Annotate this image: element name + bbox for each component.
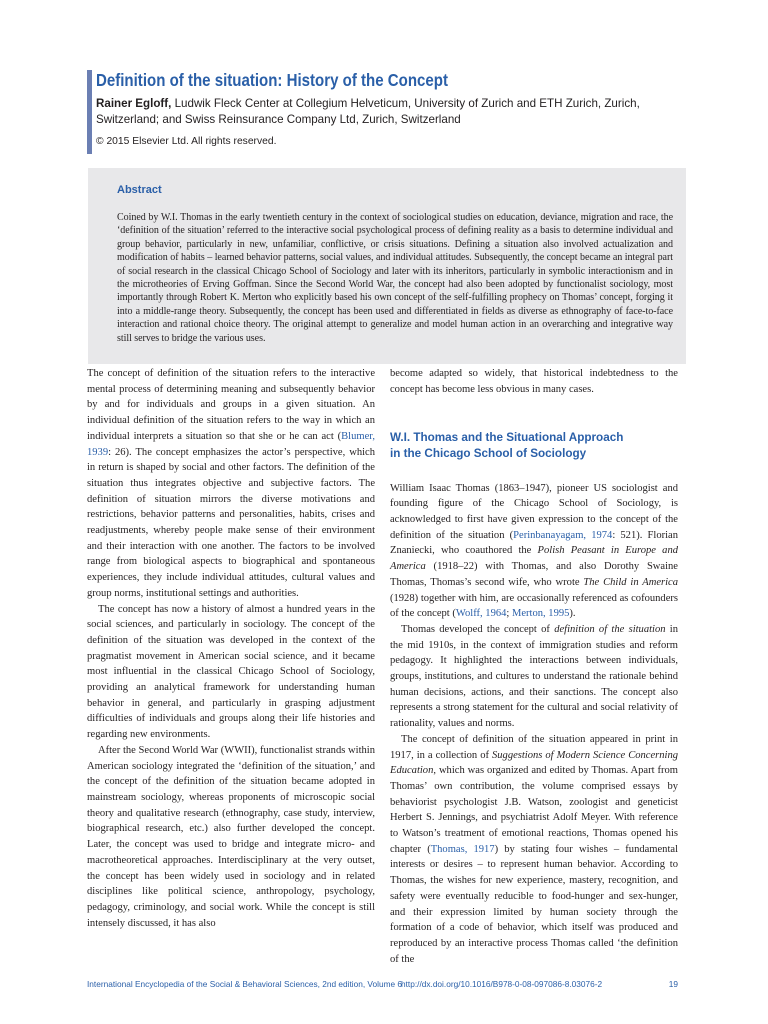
article-title: Definition of the situation: History of the Concept bbox=[96, 70, 448, 90]
section-heading bbox=[390, 430, 678, 461]
paragraph-5 bbox=[390, 622, 678, 732]
book-title: The Child in America bbox=[583, 576, 678, 588]
abstract-heading: Abstract bbox=[117, 184, 162, 196]
paragraph-continued: become adapted so widely, that historical indebtedness to the concept has become less obvious in many cases. bbox=[390, 368, 678, 395]
left-column bbox=[87, 366, 375, 931]
emphasis: definition of the situation bbox=[554, 623, 666, 635]
paragraph-1 bbox=[87, 366, 375, 602]
citation-link[interactable]: Blumer, 1939 bbox=[87, 430, 375, 458]
page-number: 19 bbox=[668, 979, 678, 989]
citation-link[interactable]: Merton, 1995 bbox=[511, 608, 570, 620]
author-name: Rainer Egloff, bbox=[96, 97, 172, 110]
text-run: (1928) together with him, are occasionally referenced as cofounders of the concept ( bbox=[390, 592, 678, 620]
footer-doi-link[interactable]: http://dx.doi.org/10.1016/B978-0-08-097086-8.03076-2 bbox=[401, 979, 603, 989]
citation-link[interactable]: Perinbanayagam, 1974 bbox=[513, 529, 613, 541]
right-column bbox=[390, 366, 678, 967]
footer-source: International Encyclopedia of the Social & Behavioral Sciences, 2nd edition, Volume 6 bbox=[87, 979, 403, 989]
paragraph-4 bbox=[390, 481, 678, 622]
paragraph-6 bbox=[390, 732, 678, 968]
citation-link[interactable]: Thomas, 1917 bbox=[430, 843, 495, 855]
text-run: in the mid 1910s, in the context of immigration studies and reform pedagogy. It highlighted the interactions between individuals, groups, institutions, and cultures to understand the rationale behind human decisions, actions, and their sanctions. The concept also represents a strong statement for the cultural and social relativity of rationality, values and norms. bbox=[390, 623, 679, 730]
author-line bbox=[96, 96, 688, 127]
citation-link[interactable]: Wolff, 1964 bbox=[455, 608, 507, 620]
copyright-notice: © 2015 Elsevier Ltd. All rights reserved. bbox=[96, 136, 277, 148]
text-run: : 521). Florian Znaniecki, who coauthored the bbox=[390, 529, 678, 557]
paragraph-2: The concept has now a history of almost a hundred years in the social sciences, and particularly in sociology. The concept of the definition of the situation was developed in the context of the pragmatist movement in American social science, and it became most influential in the classical Chicago School of Sociology, providing an analytical framework for understanding human behavior in general, and particularly in grasping adjustment difficulties of individuals and groups along their life histories and regarding new environments. bbox=[87, 603, 375, 741]
title-accent-bar bbox=[87, 70, 92, 154]
text-run: Thomas developed the concept of bbox=[401, 623, 555, 635]
text-run: ) by stating four wishes – fundamental interests or desires – to represent human behavior. According to Thomas, the wishes for new experience, mastery, recognition, and safety were eventually reducible to food-hunger and sex-hunger, and their expression limited by human society through the formation of a code of behavior, which itself was produced and reproduced by an interactive process Thomas called ‘the definition of the bbox=[390, 843, 678, 965]
text-run: (1918–22) with Thomas, and also Dorothy Swaine Thomas, Thomas’s second wife, who wrote bbox=[390, 561, 678, 588]
paragraph-3: After the Second World War (WWII), functionalist strands within American sociology integrated the ‘definition of the situation,’ and the concept of the definition of the situation became adopted in mainstream sociology, whereas proponents of microscopic social theory and qualitative research (ethnography, case study, interview, biographical research, etc.) also further developed the concept. Later, the concept was used to bridge and integrate micro- and macrotheoretical approaches. Interdisciplinary at the very outset, the concept has been widely used in sociology and in related disciplines like political science, anthropology, psychology, pedagogy, criminology, and social work. While the concept is still intensely discussed, it has also bbox=[87, 744, 375, 929]
text-run: William Isaac Thomas (1863–1947), pioneer US sociologist and founding figure of the Chicago School of Sociology, is acknowledged to first have given expression to the concept of the definition of the situation ( bbox=[390, 482, 678, 541]
text-run: The concept of definition of the situation appeared in print in 1917, in a collection of bbox=[390, 733, 678, 761]
author-affiliation: Ludwik Fleck Center at Collegium Helveticum, University of Zurich and ETH Zurich, Zurich, Switzerland; and Swiss Reinsurance Company Ltd, Zurich, Switzerland bbox=[96, 97, 640, 126]
article-header bbox=[96, 68, 688, 149]
text-run: ). bbox=[569, 608, 576, 620]
section-heading-line: in the Chicago School of Sociology bbox=[390, 447, 587, 460]
text-run: The concept of definition of the situation refers to the interactive mental process of determining meaning and subsequently behavior by and for individuals and groups in a given situation. An individual definition of the situation refers to the way in which an individual interprets a situation so that she or he can act ( bbox=[87, 368, 375, 442]
page-footer bbox=[87, 979, 678, 991]
text-run: ; bbox=[506, 608, 512, 620]
section-heading-line: W.I. Thomas and the Situational Approach bbox=[390, 431, 624, 445]
book-title: Suggestions of Modern Science Concerning Education bbox=[390, 749, 678, 777]
text-run: : 26). The concept emphasizes the actor’s perspective, which in return is shaped by social and other factors. The definition of the situation thus integrates objective and subjective factors. The definition of situation mirrors the diverse motivations and restrictions, behavior patterns and personalities, habits, crises and readjustments, whereby people make sense of their environment and their interaction with one another. The factors to be involved range from biological aspects to biographical and spontaneous experiences, they include individual attitudes, cultural values and group norms, institutional settings and authorities. bbox=[87, 446, 375, 599]
abstract-text: Coined by W.I. Thomas in the early twentieth century in the context of sociological studies on education, deviance, migration and race, the ‘definition of the situation’ referred to the interactive social psychological process of defining reality as a basis to determine individual and group behavior, particularly in new, unfamiliar, conflictive, or crisis situations. Defining a situation also involved actualization and modification of habits – learned behavior patterns, social values, and individual attitudes. Subsequently, the concept became an integral part of social research in the classical Chicago School of Sociology and later with its inheritors, particularly in symbolic interactionism and in the microtheories of Erving Goffman. Since the Second World War, the concept had also been adopted by functionalist sociology, most importantly through Robert K. Merton who explicitly based his own concept of the self-fulfilling prophecy on Thomas’ concept, forging it into a middle-range theory. Subsequently, the concept has been used and differentiated in fields as diverse as ethnography of face-to-face interaction and rational choice theory. The original attempt to generalize and model human action in an overarching and integrative way still serves to bridge the various uses. bbox=[117, 212, 673, 344]
text-run: , which was organized and edited by Thomas. Apart from Thomas’ own contribution, the volume comprised essays by behaviorist psychologist J.B. Watson, zoologist and geneticist Herbert S. Jennings, and psychiatrist Adolf Meyer. With reference to Watson’s treatment of emotional reactions, Thomas opened his chapter ( bbox=[390, 765, 678, 855]
book-title: Polish Peasant in Europe and America bbox=[390, 545, 678, 573]
